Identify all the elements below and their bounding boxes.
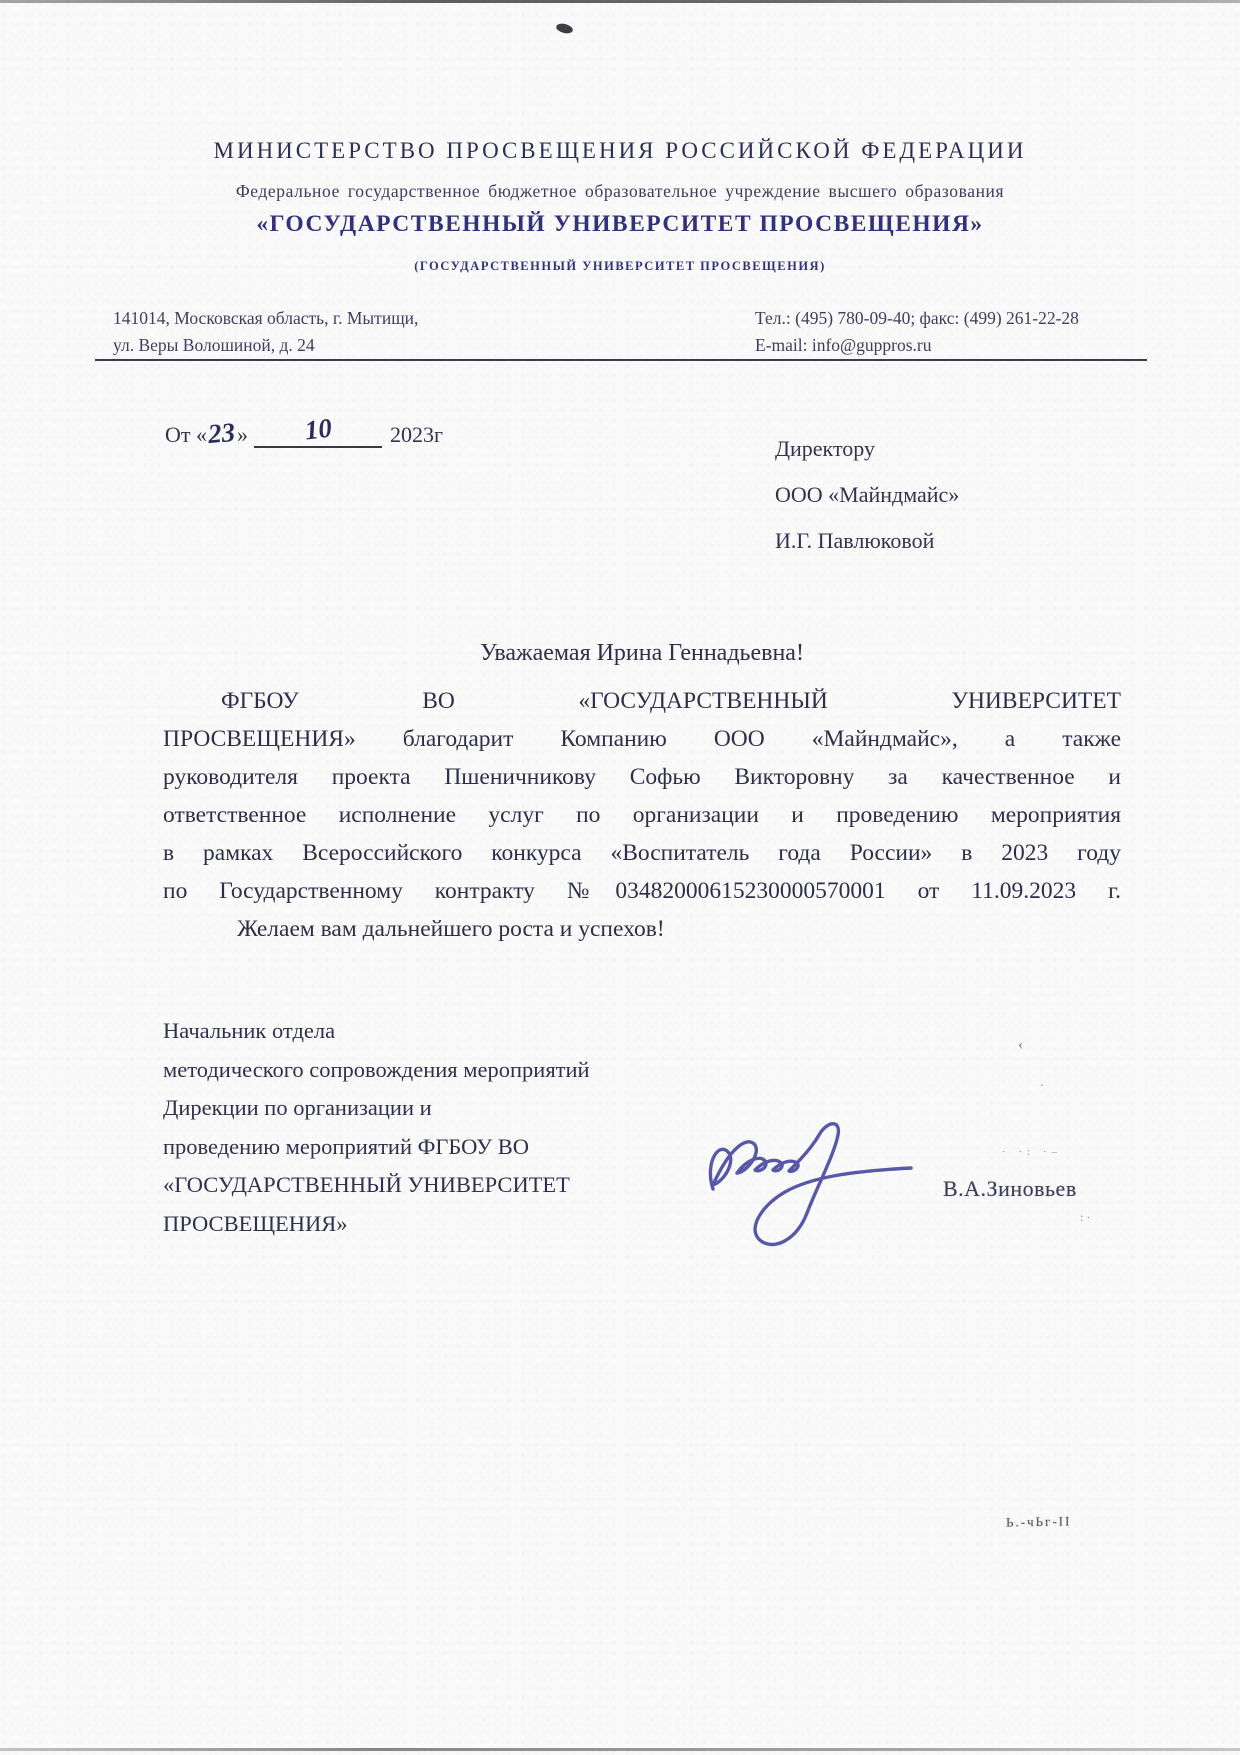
signoff-line: Начальник отдела <box>163 1018 336 1043</box>
sender-address <box>113 305 418 359</box>
closing-wish: Желаем вам дальнейшего роста и успехов! <box>237 916 665 942</box>
body-line: ФГБОУ ВО «ГОСУДАРСТВЕННЫЙ УНИВЕРСИТЕТ <box>221 688 1121 714</box>
date-prefix: От « <box>165 422 208 447</box>
body-line: в рамках Всероссийского конкурса «Воспитатель года России» в 2023 году <box>163 840 1121 866</box>
header-divider <box>95 359 1147 361</box>
ministry-title: МИНИСТЕРСТВО ПРОСВЕЩЕНИЯ РОССИЙСКОЙ ФЕДЕРАЦИИ <box>213 138 1027 163</box>
body-line: ответственное исполнение услуг по организации и проведению мероприятия <box>163 802 1121 828</box>
ink-blot-artifact <box>555 22 574 35</box>
signoff-line: проведению мероприятий ФГБОУ ВО <box>163 1133 529 1159</box>
sender-contacts <box>755 305 1079 359</box>
address-line-1: 141014, Московская область, г. Мытищи, <box>113 308 419 328</box>
scan-edge-bottom <box>0 1748 1240 1751</box>
signoff-line: «ГОСУДАРСТВЕННЫЙ УНИВЕРСИТЕТ <box>163 1172 570 1197</box>
address-line-2: ул. Веры Волошиной, д. 24 <box>113 335 315 355</box>
month-blank-line <box>254 412 382 448</box>
body-line: руководителя проекта Пшеничникову Софью Викторовну за качественное и <box>163 764 1121 790</box>
letter-body <box>163 682 1121 948</box>
handwritten-month: 10 <box>302 412 333 446</box>
scan-speck-row: · ·: ·– <box>1002 1146 1063 1158</box>
body-line: ПРОСВЕЩЕНИЯ» благодарит Компанию ООО «Майндмайс», а также <box>163 726 1121 752</box>
university-short-name: (ГОСУДАРСТВЕННЫЙ УНИВЕРСИТЕТ ПРОСВЕЩЕНИЯ) <box>414 259 826 273</box>
body-line: по Государственному контракту №03482000615230000570001 от 11.09.2023 г. <box>163 878 1121 904</box>
salutation: Уважаемая Ирина Геннадьевна! <box>480 640 804 666</box>
scan-edge-top <box>0 0 1240 3</box>
scan-speck: ‹ <box>1018 1036 1024 1053</box>
signer-name: В.А.Зиновьев <box>943 1176 1077 1201</box>
signoff-line: методического сопровождения мероприятий <box>163 1056 590 1082</box>
phone-fax-line: Тел.: (495) 780-09-40; факс: (499) 261-22-28 <box>755 308 1079 328</box>
date-year: 2023г <box>390 422 444 447</box>
signoff-line: Дирекции по организации и <box>163 1095 432 1120</box>
org-type-line: Федеральное государственное бюджетное образовательное учреждение высшего образования <box>235 181 1005 201</box>
recipient-title: Директору <box>775 436 875 461</box>
recipient-person: И.Г. Павлюковой <box>775 528 935 553</box>
signature-title-block <box>163 1012 590 1243</box>
email-line: E-mail: info@guppros.ru <box>755 335 932 355</box>
recipient-block <box>775 426 959 564</box>
date-quote-close: » <box>237 422 249 447</box>
signoff-line: ПРОСВЕЩЕНИЯ» <box>163 1210 348 1236</box>
university-name: «ГОСУДАРСТВЕННЫЙ УНИВЕРСИТЕТ ПРОСВЕЩЕНИЯ» <box>256 211 984 237</box>
date-line <box>165 412 444 450</box>
recipient-company: ООО «Майндмайс» <box>775 482 960 507</box>
scan-speck: · <box>1040 1078 1044 1092</box>
handwritten-day: 23 <box>206 416 237 450</box>
scan-artifact-text: Ь.-чЬг-ІІ <box>1005 1513 1072 1530</box>
scan-speck: : · <box>1080 1210 1091 1224</box>
handwritten-signature <box>695 1115 945 1260</box>
